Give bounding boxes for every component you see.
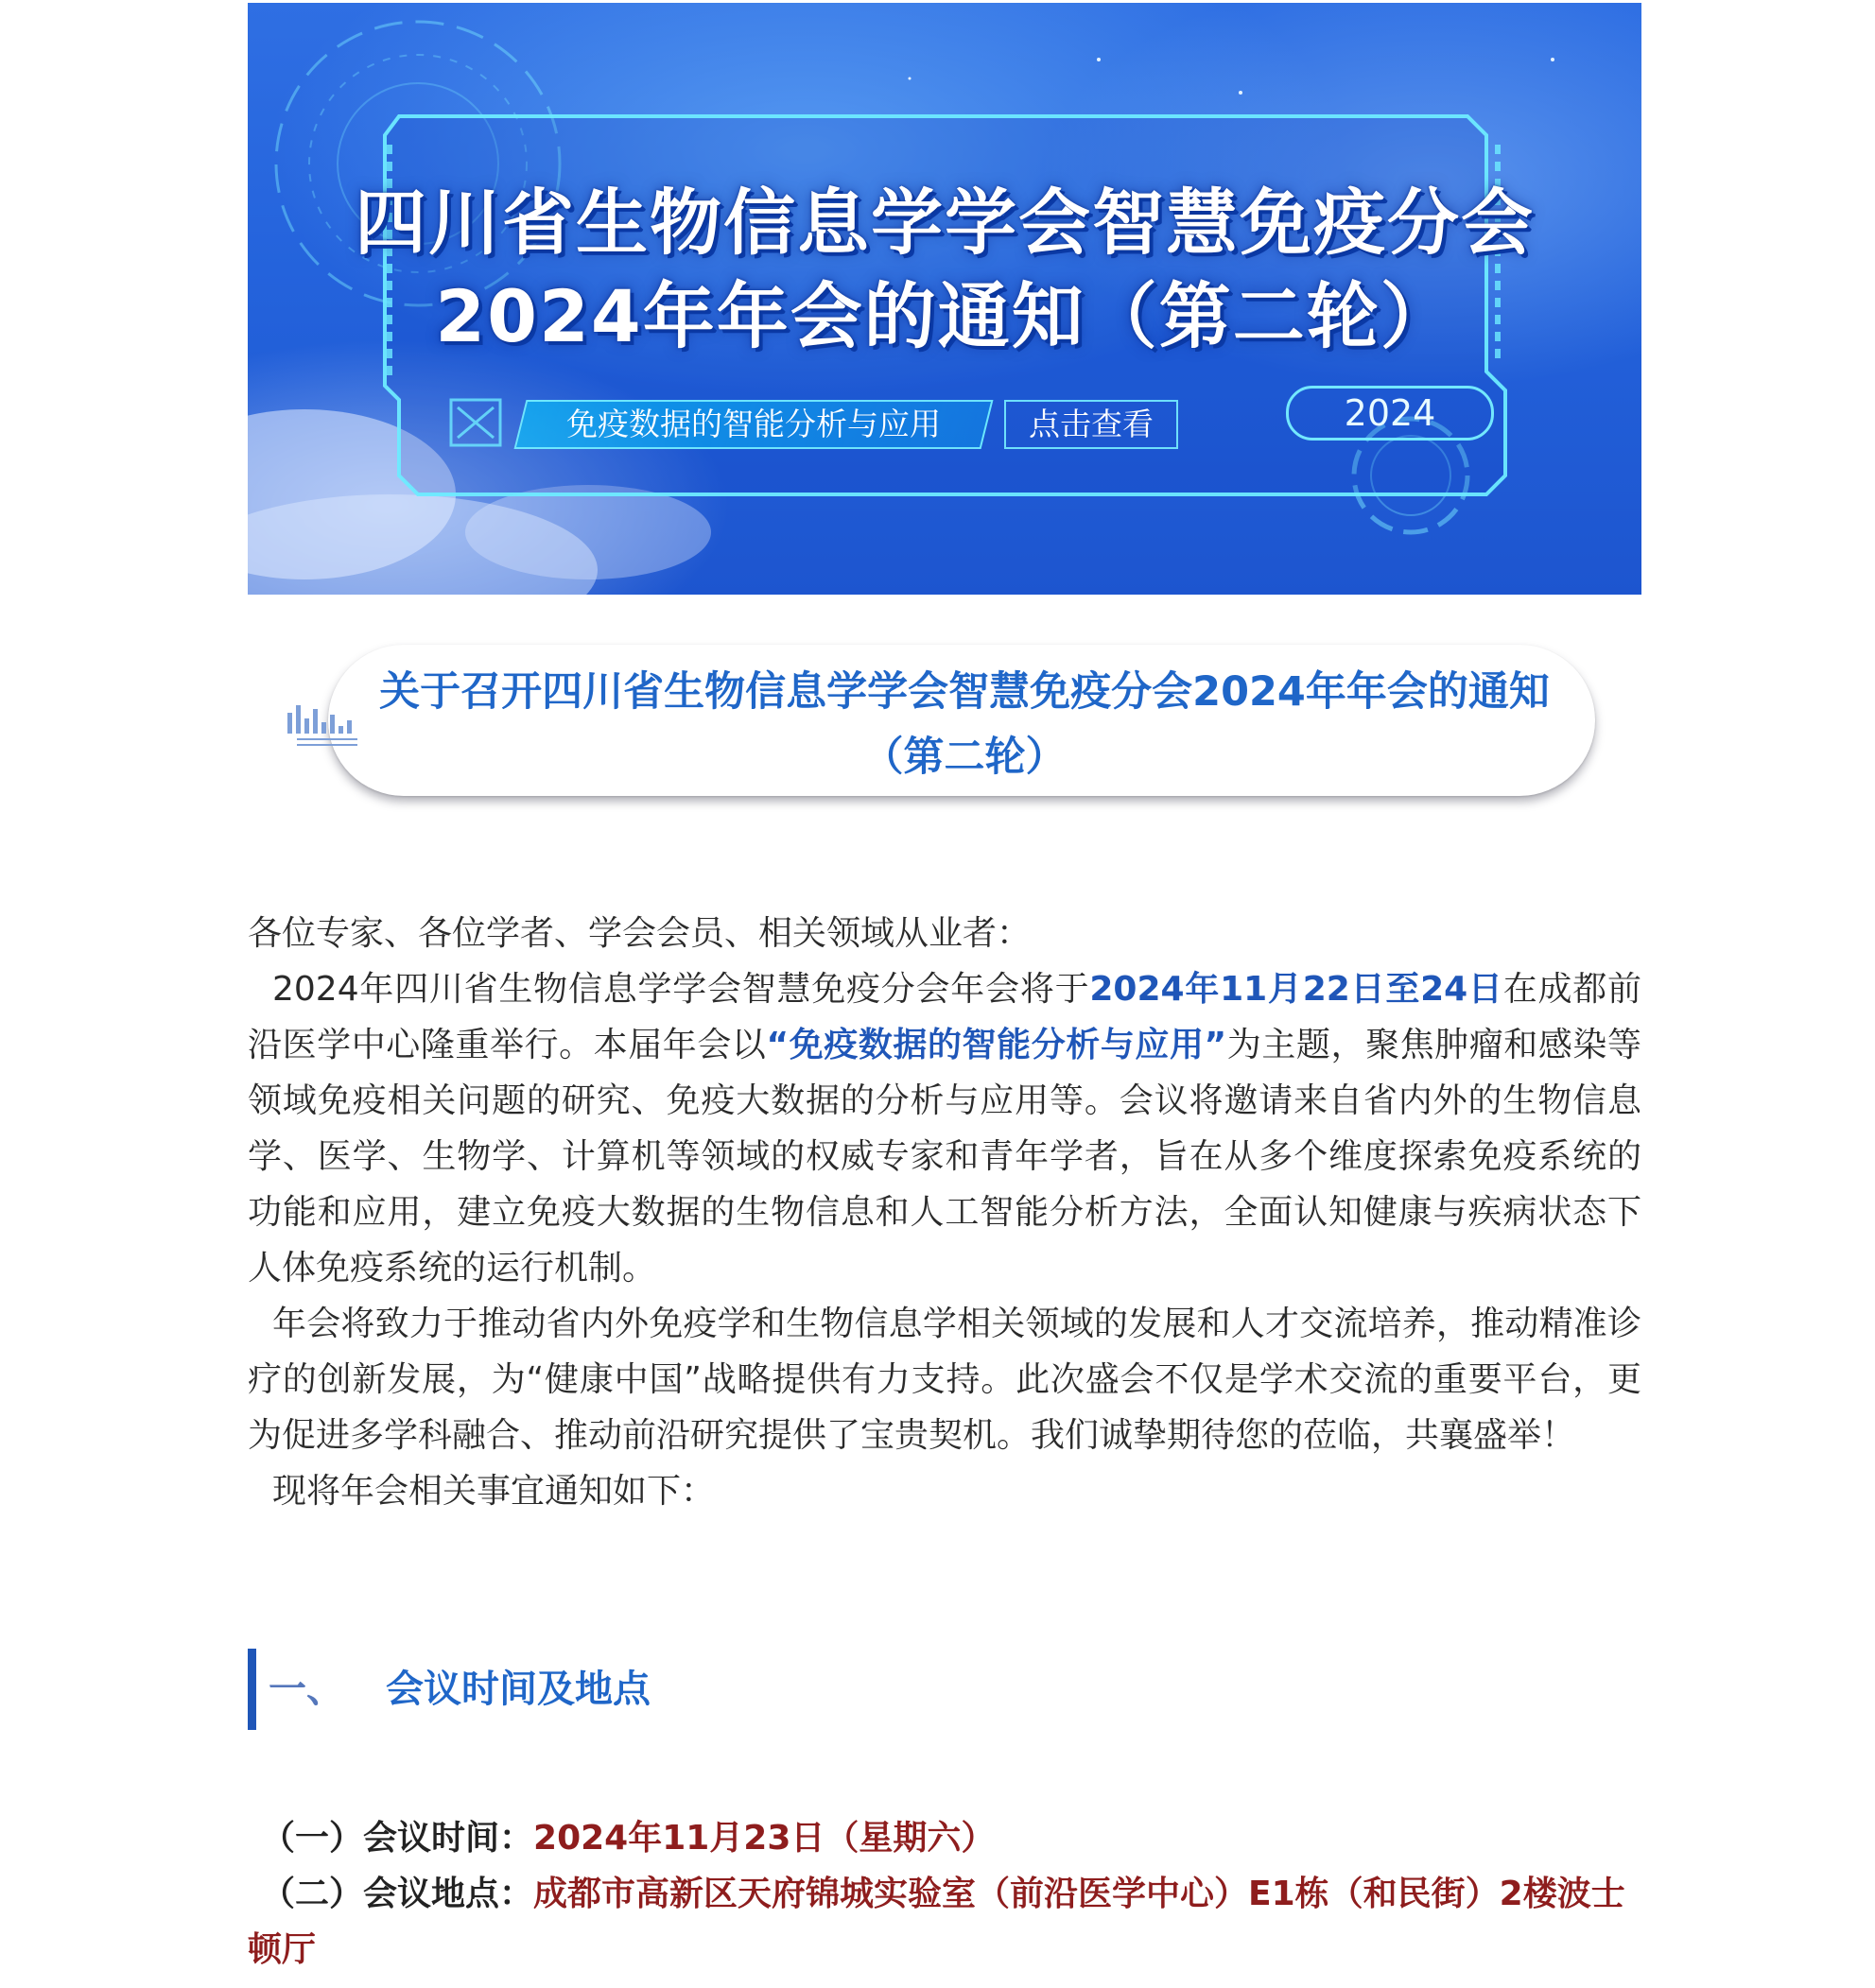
view-button[interactable]: 点击查看	[1004, 400, 1178, 449]
banner-theme-tag-label: 免疫数据的智能分析与应用	[566, 406, 941, 442]
meeting-place	[248, 1866, 1641, 1978]
paragraph-notice: 现将年会相关事宜通知如下：	[272, 1472, 716, 1511]
conference-date: 2024年11月22日至24日	[1089, 970, 1503, 1009]
banner-theme-tag	[514, 400, 994, 449]
meeting-place-label: （二）会议地点：	[261, 1875, 534, 1913]
meeting-time-value: 2024年11月23日（星期六）	[533, 1819, 996, 1858]
paragraph-intro-part2: 在成都前沿医学中心隆重举行。本届年会以	[248, 970, 1641, 1064]
meeting-details	[248, 1810, 1641, 1978]
banner-title-line2: 2024年年会的通知（第二轮）	[435, 274, 1454, 358]
section-number: 一、	[269, 1668, 344, 1711]
bar-chart-icon	[284, 700, 361, 749]
section-title: 会议时间及地点	[386, 1668, 651, 1711]
meeting-place-value: 成都市高新区天府锦城实验室（前沿医学中心）E1栋（和民街）2楼波士顿厅	[248, 1875, 1625, 1969]
paragraph-intro-part3: 为主题，聚焦肿瘤和感染等领域免疫相关问题的研究、免疫大数据的分析与应用等。会议将邀请来自省内外的生物信息学、医学、生物学、计算机等领域的权威专家和青年学者，旨在从多个维度探索免疫系统的功能和应用，建立免疫大数据的生物信息和人工智能分析方法，全面认知健康与疾病状态下人体免疫系统的运行机制。	[248, 1026, 1641, 1288]
paragraph-intro	[248, 961, 1641, 1296]
meeting-time-label: （一）会议时间：	[261, 1819, 534, 1858]
section-header-time-place	[248, 1649, 910, 1730]
banner-image[interactable]	[248, 3, 1641, 595]
greeting: 各位专家、各位学者、学会会员、相关领域从业者：	[248, 914, 1032, 953]
banner-title-line1: 四川省生物信息学学会智慧免疫分会	[355, 181, 1535, 265]
conference-theme: “免疫数据的智能分析与应用”	[766, 1026, 1227, 1064]
meeting-time	[248, 1810, 1641, 1866]
section-accent-bar	[248, 1649, 256, 1730]
paragraph-intro-part1: 2024年四川省生物信息学学会智慧免疫分会年会将于	[272, 970, 1090, 1009]
year-badge: 2024	[1286, 386, 1494, 441]
notice-body	[248, 906, 1641, 1519]
page-title: 关于召开四川省生物信息学学会智慧免疫分会2024年年会的通知（第二轮）	[379, 668, 1550, 781]
paragraph-goals: 年会将致力于推动省内外免疫学和生物信息学相关领域的发展和人才交流培养，推动精准诊疗的创新发展，为“健康中国”战略提供有力支持。此次盛会不仅是学术交流的重要平台，更为促进多学科融合、推动前沿研究提供了宝贵契机。我们诚挚期待您的莅临，共襄盛举！	[248, 1305, 1641, 1455]
